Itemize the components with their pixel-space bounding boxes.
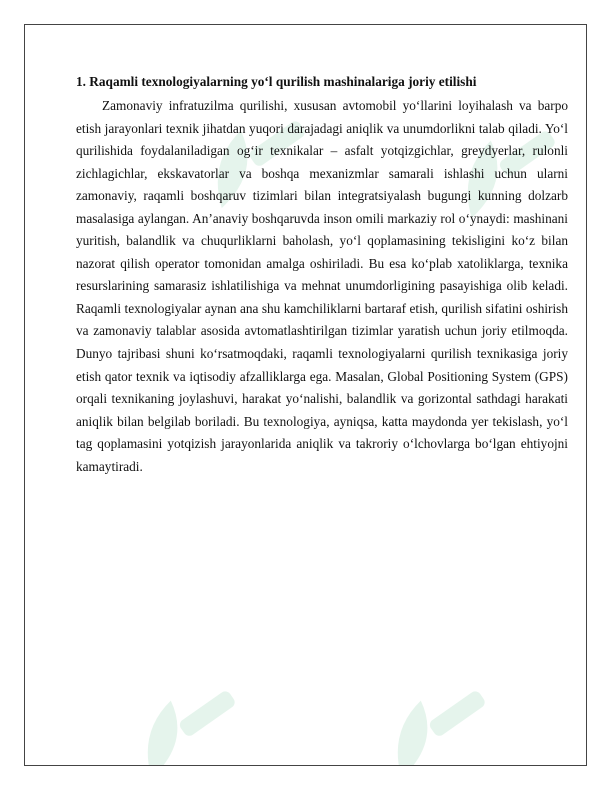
page-frame (24, 24, 587, 766)
document-body (76, 71, 568, 478)
watermark-logo-icon (355, 665, 505, 766)
body-paragraph: Zamonaviy infratuzilma qurilishi, xususan avtomobil yo‘llarini loyihalash va barpo etish jarayonlari texnik jihatdan yuqori darajadagi aniqlik va unumdorlikni talab qiladi. Yo‘l qurilishida foydalaniladigan og‘ir texnikalar – asfalt yotqizgichlar, greydyerlar, rulonli zichlagichlar, ekskavatorlar va boshqa mexanizmlar samarali ishlashi uchun ularni zamonaviy, raqamli boshqaruv tizimlari bilan integratsiyalash bugungi kunning dolzarb masalasiga aylangan. An’anaviy boshqaruvda inson omili markaziy rol o‘ynaydi: mashinani yuritish, balandlik va chuqurliklarni baholash, yo‘l qoplamasining tekisligini ko‘z bilan nazorat qilish operator tomonidan amalga oshiriladi. Bu esa ko‘plab xatoliklarga, texnika resurslarining samarasiz ishlatilishiga va mehnat unumdorligining pasayishiga olib keladi. Raqamli texnologiyalar aynan ana shu kamchiliklarni bartaraf etish, qurilish sifatini oshirish va zamonaviy talablar asosida avtomatlashtirilgan tizimlar yaratish uchun joriy etilmoqda. Dunyo tajribasi shuni ko‘rsatmoqdaki, raqamli texnologiyalarni qurilish texnikasiga joriy etish qator texnik va iqtisodiy afzalliklarga ega. Masalan, Global Positioning System (GPS) orqali texnikaning joylashuvi, harakat yo‘nalishi, balandlik va gorizontal sathdagi harakati aniqlik bilan belgilab boriladi. Bu texnologiya, ayniqsa, katta maydonda yer tekislash, yo‘l tag qoplamasini yotqizish jarayonlarida aniqlik va takroriy o‘lchovlarga bo‘lgan ehtiyojni kamaytiradi. (76, 98, 568, 474)
watermark-logo-icon (105, 665, 255, 766)
section-heading: 1. Raqamli texnologiyalarning yo‘l qurilish mashinalariga joriy etilishi (76, 74, 477, 89)
